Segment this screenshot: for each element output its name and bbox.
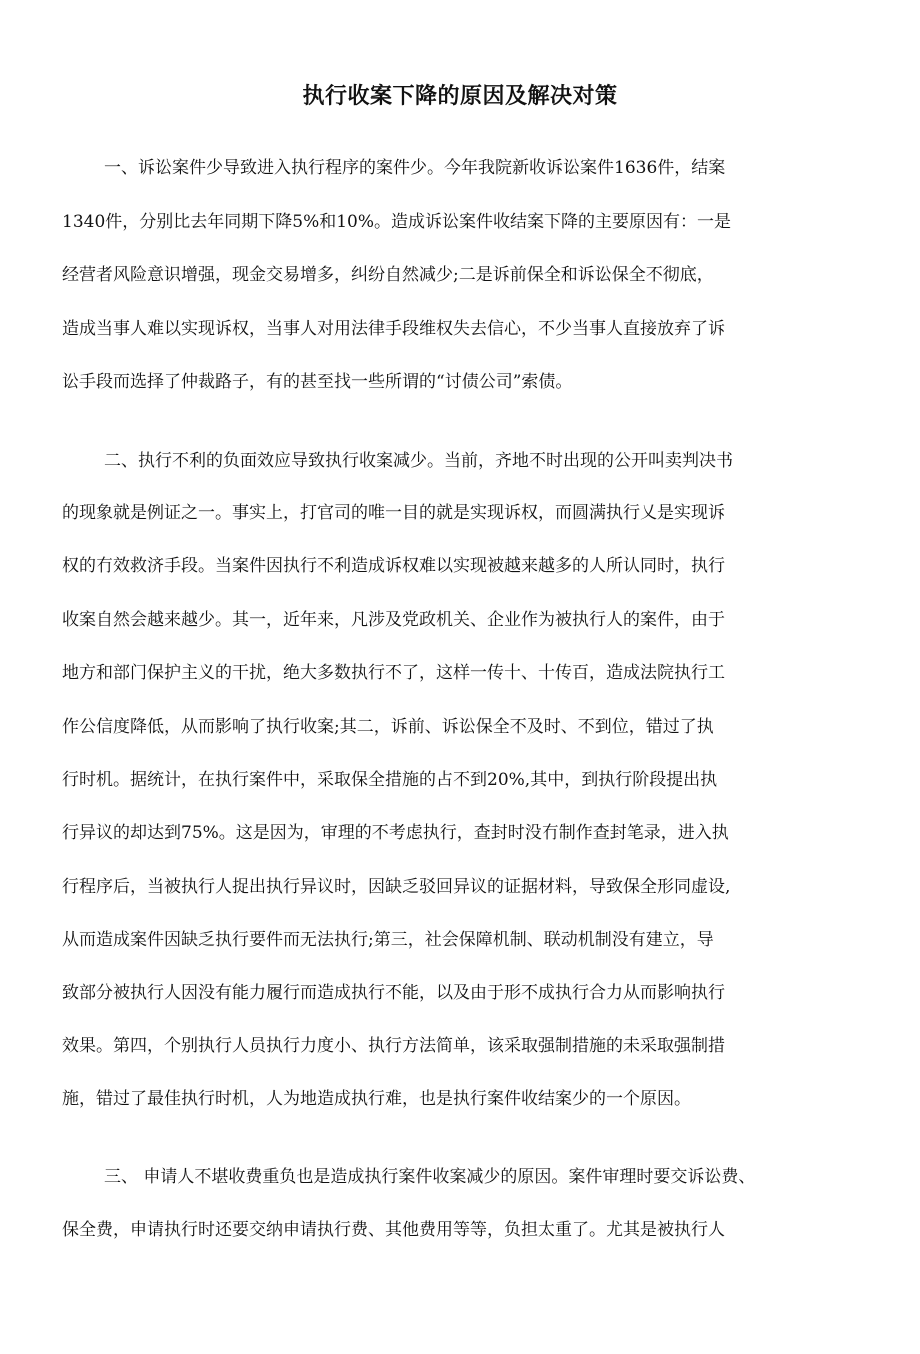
- paragraph-2-line-4: 收案自然会越来越少。其一，近年来，凡涉及党政机关、企业作为被执行人的案件，由于: [62, 610, 725, 630]
- paragraph-2-line-2: 的现象就是例证之一。事实上，打官司的唯一目的就是实现诉权，而圆满执行乂是实现诉: [62, 503, 725, 523]
- paragraph-1-line-5: 讼手段而选择了仲裁路子，有的甚至找一些所谓的“讨债公司”索债。: [62, 372, 573, 392]
- paragraph-1-line-4: 造成当事人难以实现诉权，当事人对用法律手段维权失去信心，不少当事人直接放弃了诉: [62, 319, 725, 339]
- paragraph-2-line-3: 权的冇效救济手段。当案件因执行不利造成诉权难以实现被越来越多的人所认同时，执行: [62, 556, 725, 576]
- paragraph-1-line-1: 一、诉讼案件少导致进入执行程序的案件少。今年我院新收诉讼案件1636件，结案: [104, 158, 726, 178]
- paragraph-1-line-2: 1340件，分别比去年同期下降5%和10%。造成诉讼案件收结案下降的主要原因有：一是: [62, 212, 732, 232]
- paragraph-3-line-1: 三、 申请人不堪收费重负也是造成执行案件收案减少的原因。案件审理时要交诉讼费、: [104, 1167, 756, 1187]
- paragraph-2-line-10: 从而造成案件因缺乏执行要件而无法执行;第三，社会保障机制、联动机制没有建立，导: [62, 930, 714, 950]
- paragraph-2-line-9: 行程序后，当被执行人捉出执行异议时，因缺乏驳回异议的证据材料，导致保全形同虚设,: [62, 877, 731, 897]
- document-title: 执行收案下降的原因及解决对策: [302, 83, 618, 109]
- paragraph-2-line-7: 行时机。据统计，在执行案件中，采取保全措施的占不到20%,其中，到执行阶段提出执: [62, 770, 718, 790]
- paragraph-2-line-1: 二、执行不利的负面效应导致执行收案减少。当前，齐地不时出现的公开叫卖判决书: [104, 451, 733, 471]
- paragraph-2-line-5: 地方和部门保护主义的干扰，绝大多数执行不了，这样一传十、十传百，造成法院执行工: [62, 663, 725, 683]
- paragraph-2-line-12: 效果。第四，个别执行人员执行力度小、执行方法简单，该采取强制措施的未采取强制措: [62, 1036, 725, 1056]
- paragraph-3-line-2: 保全费，申请执行时还要交纳申请执行费、其他费用等等，负担太重了。尤其是被执行人: [62, 1220, 725, 1240]
- paragraph-2-line-13: 施，错过了最佳执行时机，人为地造成执行难，也是执行案件收结案少的一个原因。: [62, 1089, 691, 1109]
- paragraph-1-line-3: 经营者风险意识增强，现金交易增多，纠纷自然减少;二是诉前保全和诉讼保全不彻底，: [62, 265, 714, 285]
- paragraph-2-line-6: 作公信度降低，从而影响了执行收案;其二，诉前、诉讼保全不及时、不到位，错过了执: [62, 717, 714, 737]
- paragraph-2-line-8: 行异议的却达到75%。这是因为，审理的不考虑执行，查封时没冇制作查封笔录，进入执: [62, 823, 729, 843]
- paragraph-2-line-11: 致部分被执行人因没有能力履行而造成执行不能，以及由于形不成执行合力从而影响执行: [62, 983, 725, 1003]
